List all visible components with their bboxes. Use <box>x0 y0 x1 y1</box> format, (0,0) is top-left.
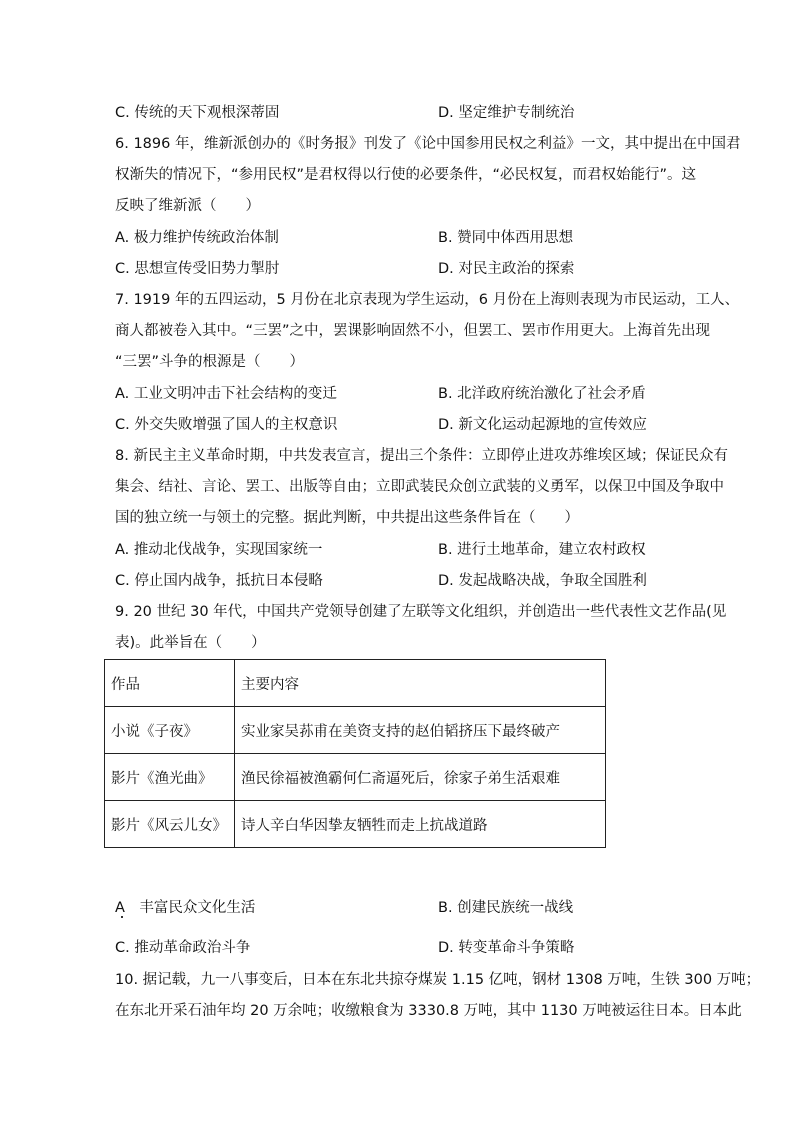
q9-option-b: B. 创建民族统一战线 <box>438 900 574 916</box>
q9-option-d: D. 转变革命斗争策略 <box>438 940 575 956</box>
stray-dot <box>121 916 123 918</box>
q6-option-a: A. 极力维护传统政治体制 <box>115 230 279 246</box>
table-header-cell: 作品 <box>105 660 235 707</box>
q10-stem-line-2: 在东北开采石油年均 20 万余吨；收缴粮食为 3330.8 万吨，其中 1130 万吨被运往日本。日本此 <box>115 1003 742 1019</box>
works-table <box>104 659 606 848</box>
q6-stem-line-1: 6. 1896 年，维新派创办的《时务报》刊发了《论中国参用民权之利益》一文，其中提出在中国君 <box>115 136 741 152</box>
q7-stem-line-1: 7. 1919 年的五四运动，5 月份在北京表现为学生运动，6 月份在上海则表现为市民运动，工人、 <box>115 292 740 308</box>
table-row <box>105 754 606 801</box>
table-row <box>105 707 606 754</box>
q6-option-b: B. 赞同中体西用思想 <box>438 230 574 246</box>
table-header-row <box>105 660 606 707</box>
table-header-cell: 主要内容 <box>235 660 606 707</box>
q8-option-a: A. 推动北伐战争，实现国家统一 <box>115 542 323 558</box>
table-cell-content: 诗人辛白华因挚友牺牲而走上抗战道路 <box>235 801 606 848</box>
q7-option-d: D. 新文化运动起源地的宣传效应 <box>438 417 647 433</box>
table-cell-work: 影片《渔光曲》 <box>105 754 235 801</box>
q8-option-d: D. 发起战略决战，争取全国胜利 <box>438 573 647 589</box>
q7-option-c: C. 外交失败增强了国人的主权意识 <box>115 417 338 433</box>
table-cell-work: 影片《风云儿女》 <box>105 801 235 848</box>
q9-stem-line-2: 表)。此举旨在（ ） <box>115 635 266 651</box>
table-row <box>105 801 606 848</box>
q8-option-b: B. 进行土地革命，建立农村政权 <box>438 542 646 558</box>
q7-option-b: B. 北洋政府统治激化了社会矛盾 <box>438 386 646 402</box>
q10-stem-line-1: 10. 据记载，九一八事变后，日本在东北共掠夺煤炭 1.15 亿吨，钢材 1308 万吨，生铁 300 万吨； <box>115 972 761 988</box>
q5-option-d: D. 坚定维护专制统治 <box>438 105 575 121</box>
q7-stem-line-3: “三罢”斗争的根源是（ ） <box>115 354 305 370</box>
q6-option-c: C. 思想宣传受旧势力掣肘 <box>115 261 280 277</box>
q7-option-a: A. 工业文明冲击下社会结构的变迁 <box>115 386 337 402</box>
q5-option-c: C. 传统的天下观根深蒂固 <box>115 105 280 121</box>
table-cell-content: 实业家吴荪甫在美资支持的赵伯韬挤压下最终破产 <box>235 707 606 754</box>
q6-stem-line-2: 权渐失的情况下，“参用民权”是君权得以行使的必要条件，“必民权复，而君权始能行”。这 <box>115 167 697 183</box>
q8-option-c: C. 停止国内战争，抵抗日本侵略 <box>115 573 323 589</box>
table-cell-work: 小说《子夜》 <box>105 707 235 754</box>
q8-stem-line-3: 国的独立统一与领土的完整。据此判断，中共提出这些条件旨在（ ） <box>115 510 579 526</box>
q6-stem-line-3: 反映了维新派（ ） <box>115 198 260 214</box>
table-cell-content: 渔民徐福被渔霸何仁斋逼死后，徐家子弟生活艰难 <box>235 754 606 801</box>
q9-stem-line-1: 9. 20 世纪 30 年代，中国共产党领导创建了左联等文化组织，并创造出一些代表性文艺作品(见 <box>115 604 727 620</box>
q9-option-a: A 丰富民众文化生活 <box>115 900 256 916</box>
q9-option-c: C. 推动革命政治斗争 <box>115 940 251 956</box>
q6-option-d: D. 对民主政治的探索 <box>438 261 575 277</box>
q8-stem-line-2: 集会、结社、言论、罢工、出版等自由；立即武装民众创立武装的义勇军，以保卫中国及争取中 <box>115 479 724 495</box>
q7-stem-line-2: 商人都被卷入其中。“三罢”之中，罢课影响固然不小，但罢工、罢市作用更大。上海首先出现 <box>115 323 711 339</box>
q8-stem-line-1: 8. 新民主主义革命时期，中共发表宣言，提出三个条件：立即停止进攻苏维埃区域；保证民众有 <box>115 448 728 464</box>
